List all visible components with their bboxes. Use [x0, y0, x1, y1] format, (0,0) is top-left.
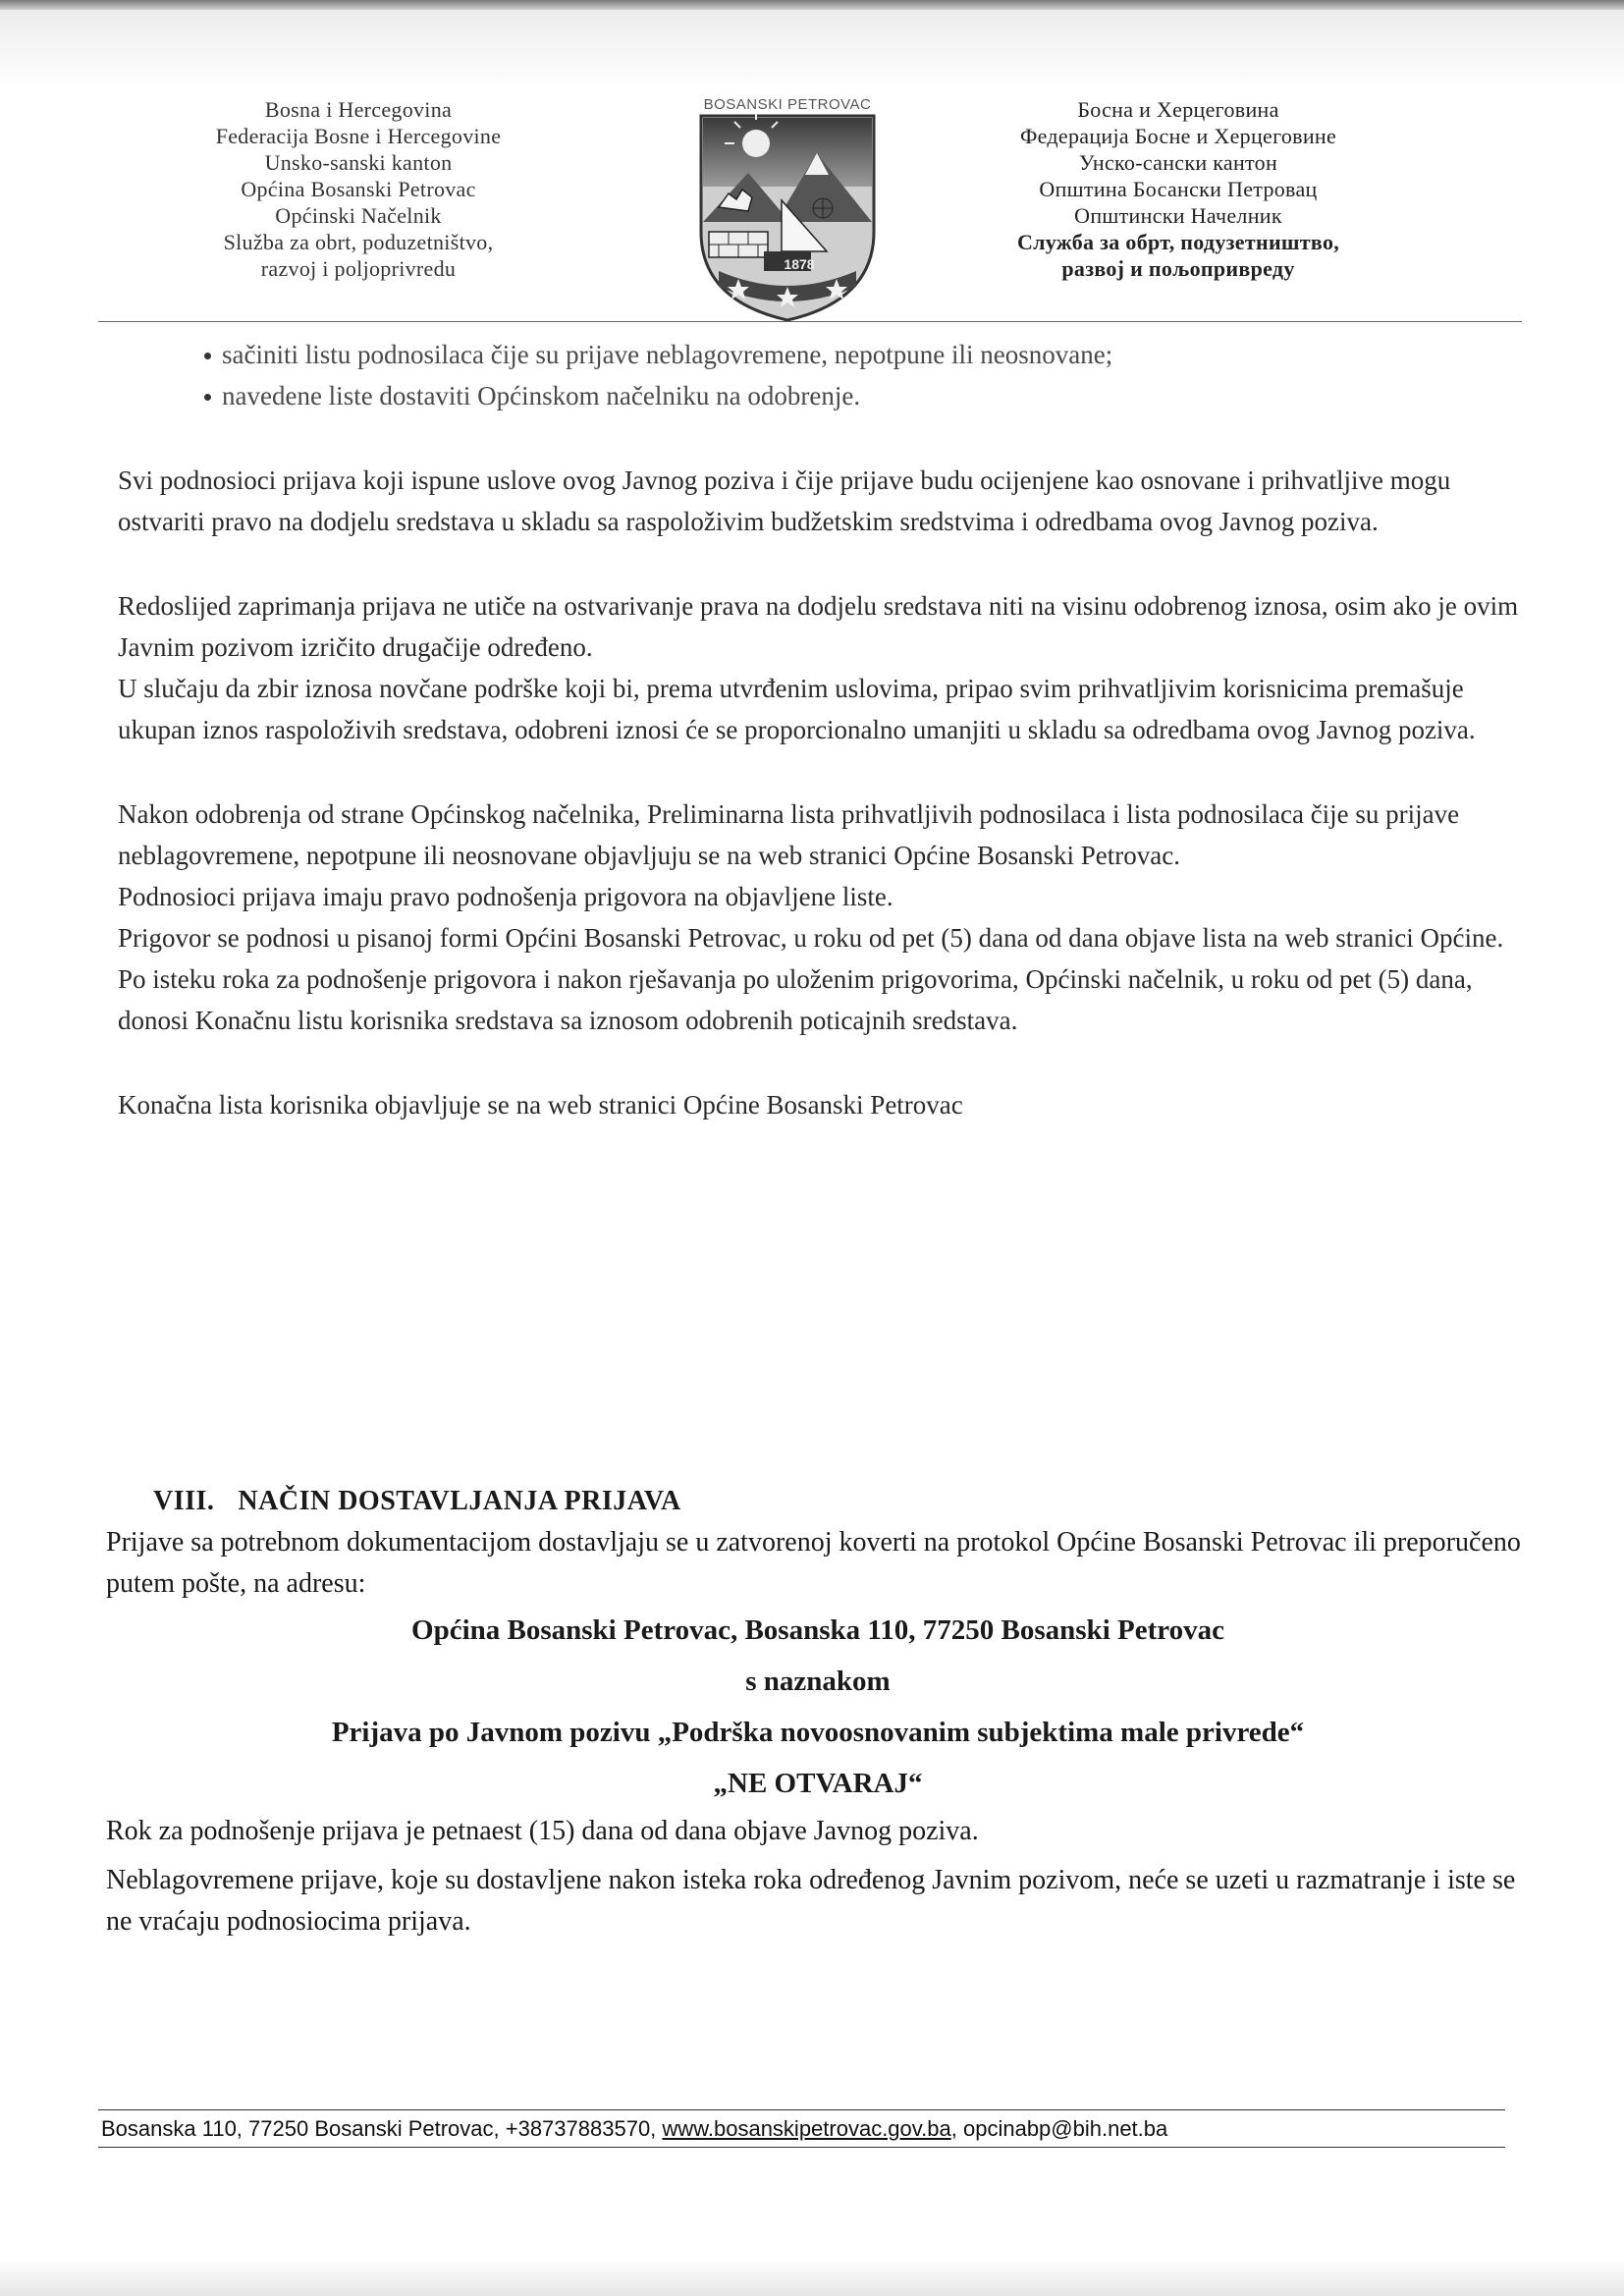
letterhead-line: Bosna i Hercegovina: [264, 97, 453, 122]
paragraph: Nakon odobrenja od strane Općinskog načelnika, Preliminarna lista prihvatljivih podnosilaca i lista podnosilaca čije su prijave neblagovremene, nepotpune ili neosnovane objavljuju se na web stranici Općine Bosanski Petrovac.: [118, 799, 1460, 870]
letterhead-line: Федерација Босне и Херцеговине: [1019, 124, 1337, 148]
letterhead-line: Federacija Bosne i Hercegovine: [215, 124, 502, 148]
crest-year: 1878: [784, 256, 815, 272]
letterhead-line: Општински Начелник: [1074, 203, 1282, 228]
letterhead-line: Općina Bosanski Petrovac: [241, 177, 476, 201]
footer-separator: ,: [950, 2116, 957, 2141]
letterhead-cyrillic: [972, 96, 1384, 282]
paragraph: Rok za podnošenje prijava je petnaest (15) dana od dana objave Javnog poziva.: [106, 1816, 979, 1846]
letterhead-line: Општина Босански Петровац: [1039, 177, 1318, 201]
letterhead-line: razvoj i poljoprivredu: [260, 256, 457, 281]
paragraph: Konačna lista korisnika objavljuje se na web stranici Općine Bosanski Petrovac: [118, 1090, 963, 1120]
letterhead-line: развој и пољопривреду: [1061, 256, 1295, 281]
email-link[interactable]: opcinabp@bih.net.ba: [962, 2116, 1168, 2141]
section-title: NAČIN DOSTAVLJANJA PRIJAVA: [238, 1486, 681, 1516]
scan-shading: [0, 2259, 1624, 2296]
letterhead-line: Служба за обрт, подузетништво,: [1016, 230, 1340, 254]
letterhead-line: Босна и Херцеговина: [1077, 97, 1279, 122]
website-link[interactable]: www.bosanskipetrovac.gov.ba: [662, 2116, 951, 2141]
list-item: sačiniti listu podnosilaca čije su prijave neblagovremene, nepotpune ili neosnovane;: [204, 334, 1527, 375]
do-not-open-label: „NE OTVARAJ“: [713, 1768, 923, 1799]
section-number: VIII.: [153, 1486, 215, 1516]
paragraph: Podnosioci prijava imaju pravo podnošenja prigovora na objavljene liste.: [118, 882, 893, 911]
document-body: [118, 334, 1527, 1125]
footer-divider: [98, 2109, 1505, 2110]
paragraph: U slučaju da zbir iznosa novčane podrške koji bi, prema utvrđenim uslovima, pripao svim prihvatljivim korisnicima premašuje ukupan iznos raspoloživih sredstava, odobreni iznosi će se proporcionalno umanjiti u skladu sa odredbama ovog Javnog poziva.: [118, 674, 1476, 744]
paragraph: Po isteku roka za podnošenje prigovora i nakon rješavanja po uloženim prigovorima, Općinski načelnik, u roku od pet (5) dana, donosi Konačnu listu korisnika sredstava sa iznosom odobrenih poticajnih sredstava.: [118, 964, 1473, 1035]
footer-divider: [98, 2147, 1505, 2148]
letterhead-line: Unsko-sanski kanton: [264, 150, 453, 175]
paragraph: Prijave sa potrebnom dokumentacijom dostavljaju se u zatvorenoj koverti na protokol Općine Bosanski Petrovac ili preporučeno putem pošte, na adresu:: [106, 1527, 1521, 1599]
paragraph: Svi podnosioci prijava koji ispune uslove ovog Javnog poziva i čije prijave budu ocijenjene kao osnovane i prihvatljive mogu ostvariti pravo na dodjelu sredstava u skladu sa raspoloživim budžetskim sredstvima i odredbama ovog Javnog poziva.: [118, 465, 1451, 536]
section-viii: [106, 1481, 1530, 1942]
letterhead-line: Općinski Načelnik: [275, 203, 442, 228]
list-item: navedene liste dostaviti Općinskom načelniku na odobrenje.: [204, 375, 1527, 416]
paragraph: Prigovor se podnosi u pisanoj formi Općini Bosanski Petrovac, u roku od pet (5) dana od dana objave lista na web stranici Općine.: [118, 923, 1504, 953]
section-heading: [153, 1481, 1530, 1522]
footer-address: Bosanska 110, 77250 Bosanski Petrovac, +38737883570,: [101, 2116, 657, 2141]
footer: [101, 2111, 1505, 2147]
letterhead-latin: [128, 96, 589, 282]
municipality-crest: [699, 96, 876, 322]
scan-top-edge: [0, 0, 1624, 10]
letterhead-line: Унско-сански кантон: [1078, 150, 1278, 175]
delivery-address: Općina Bosanski Petrovac, Bosanska 110, 77250 Bosanski Petrovac: [411, 1614, 1224, 1646]
envelope-subject: Prijava po Javnom pozivu „Podrška novoosnovanim subjektima male privrede“: [331, 1717, 1305, 1748]
scan-shading: [0, 10, 1624, 88]
paragraph: Redoslijed zaprimanja prijava ne utiče na ostvarivanje prava na dodjelu sredstava niti na visinu odobrenog iznosa, osim ako je ovim Javnim pozivom izričito drugačije određeno.: [118, 591, 1519, 662]
letterhead: [0, 96, 1624, 322]
crest-label: BOSANSKI PETROVAC: [703, 96, 872, 113]
crest-shield-icon: [699, 114, 876, 322]
bullet-list: [204, 334, 1527, 416]
letterhead-line: Služba za obrt, poduzetništvo,: [223, 230, 494, 254]
marking-label: s naznakom: [745, 1666, 891, 1697]
paragraph: Neblagovremene prijave, koje su dostavljene nakon isteka roka određenog Javnim pozivom, neće se uzeti u razmatranje i iste se ne vraćaju podnosiocima prijava.: [106, 1865, 1516, 1937]
header-divider: [98, 321, 1522, 322]
